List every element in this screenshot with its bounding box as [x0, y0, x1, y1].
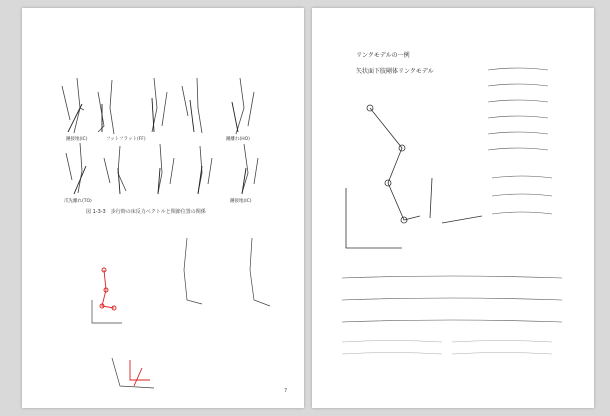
- link-model-subtitle: 矢状面下肢剛体リンクモデル: [356, 68, 434, 75]
- left-document-page: [22, 8, 304, 408]
- link-model-diagram: [312, 8, 594, 408]
- phase-label-ho: 踵離れ(HO): [226, 137, 250, 142]
- page-number: 7: [284, 388, 288, 394]
- figure-caption: 図 1-3-3 歩行時の床反力ベクトルと関節位置の関係: [86, 209, 206, 215]
- phase-label-ic-2: 踵接地(IC): [230, 199, 252, 204]
- phase-label-ic: 踵接地(IC): [66, 137, 88, 142]
- link-model-title: リンクモデルの一例: [356, 52, 410, 59]
- phase-label-to: 爪先離れ(TO): [64, 199, 92, 204]
- phase-label-ff: フットフラット(FF): [106, 137, 146, 142]
- right-document-page: [312, 8, 594, 408]
- marker-diagram: [100, 268, 116, 310]
